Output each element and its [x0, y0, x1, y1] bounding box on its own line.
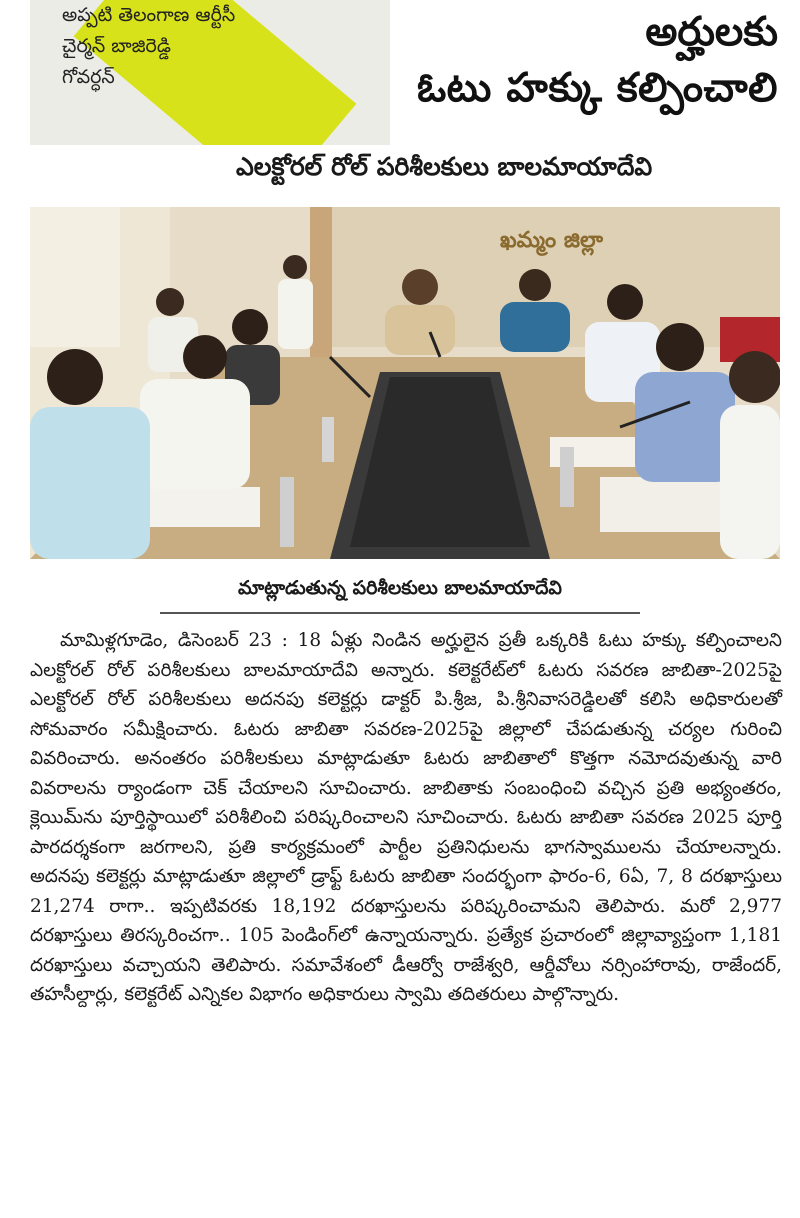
photo-caption: మాట్లాడుతున్న పరిశీలకులు బాలమాయాదేవి — [238, 577, 562, 599]
meeting-photo-illustration — [30, 207, 780, 559]
banner-side-text — [62, 0, 392, 93]
banner-side-line: అప్పటి తెలంగాణ ఆర్టీసీ — [62, 4, 236, 26]
banner-side-line: చైర్మన్ బాజిరెడ్డి — [62, 35, 171, 57]
news-photo — [30, 207, 780, 559]
article-paragraph: మామిళ్లగూడెం, డిసెంబర్ 23 : 18 ఏళ్లు నిండిన అర్హులైన ప్రతీ ఒక్కరికి ఓటు హక్కు కల్పించాలని ఎలక్టోరల్ రోల్ పరిశీలకులు బాలమాయాదేవి అన్నారు. కలెక్టరేట్‌లో ఓటరు సవరణ జాబితా-2025పై ఎలక్టోరల్ రోల్ పరిశీలకులు అదనపు కలెక్టర్లు డాక్టర్ పి.శ్రీజ, పి.శ్రీనివాసరెడ్డిలతో కలిసి అధికారులతో సోమవారం సమీక్షించారు. ఓటరు జాబితా సవరణ-2025పై జిల్లాలో చేపడుతున్న చర్యల గురించి వివరించారు. అనంతరం పరిశీలకులు మాట్లాడుతూ ఓటరు జాబితాలో కొత్తగా నమోదవుతున్న వారి వివరాలను ర్యాండంగా చెక్ చేయాలని సూచించారు. జాబితాకు సంబంధించి వచ్చిన ప్రతి అభ్యంతరం, క్లెయిమ్‌ను పూర్తిస్థాయిలో పరిశీలించి పరిష్కరించాలని సూచించారు. ఓటరు జాబితా సవరణ 2025 పూర్తి పారదర్శకంగా జరగాలని, ప్రతి కార్యక్రమంలో పార్టీల ప్రతినిధులను భాగస్వాములను చేయాలన్నారు. అదనపు కలెక్టర్లు మాట్లాడుతూ జిల్లాలో డ్రాఫ్ట్ ఓటరు జాబితా సందర్భంగా ఫారం-6, 6ఏ, 7, 8 దరఖాస్తులు 21,274 రాగా.. ఇప్పటివరకు 18,192 దరఖాస్తులను పరిష్కరించామని తెలిపారు. మరో 2,977 దరఖాస్తులు తిరస్కరించగా.. 105 పెండింగ్‌లో ఉన్నాయన్నారు. ప్రత్యేక ప్రచారంలో జిల్లావ్యాప్తంగా 1,181 దరఖాస్తులు వచ్చాయని తెలిపారు. సమావేశంలో డీఆర్వో రాజేశ్వరి, ఆర్డీవోలు నర్సింహారావు, రాజేందర్, తహసీల్దార్లు, కలెక్టరేట్ ఎన్నికల విభాగం అధికారులు స్వామి తదితరులు పాల్గొన్నారు. — [30, 630, 782, 1005]
caption-divider — [160, 612, 640, 614]
headline — [417, 4, 778, 116]
article-body — [30, 626, 782, 1010]
headline-line-2: ఓటు హక్కు కల్పించాలి — [416, 65, 778, 111]
wall-sign: ఖమ్మం జిల్లా — [500, 227, 603, 253]
subheadline: ఎలక్టోరల్ రోల్ పరిశీలకులు బాలమాయాదేవి — [236, 152, 653, 181]
banner — [0, 0, 800, 145]
banner-side-line: గోవర్ధన్ — [62, 66, 115, 88]
headline-line-1: అర్హులకు — [645, 9, 778, 55]
